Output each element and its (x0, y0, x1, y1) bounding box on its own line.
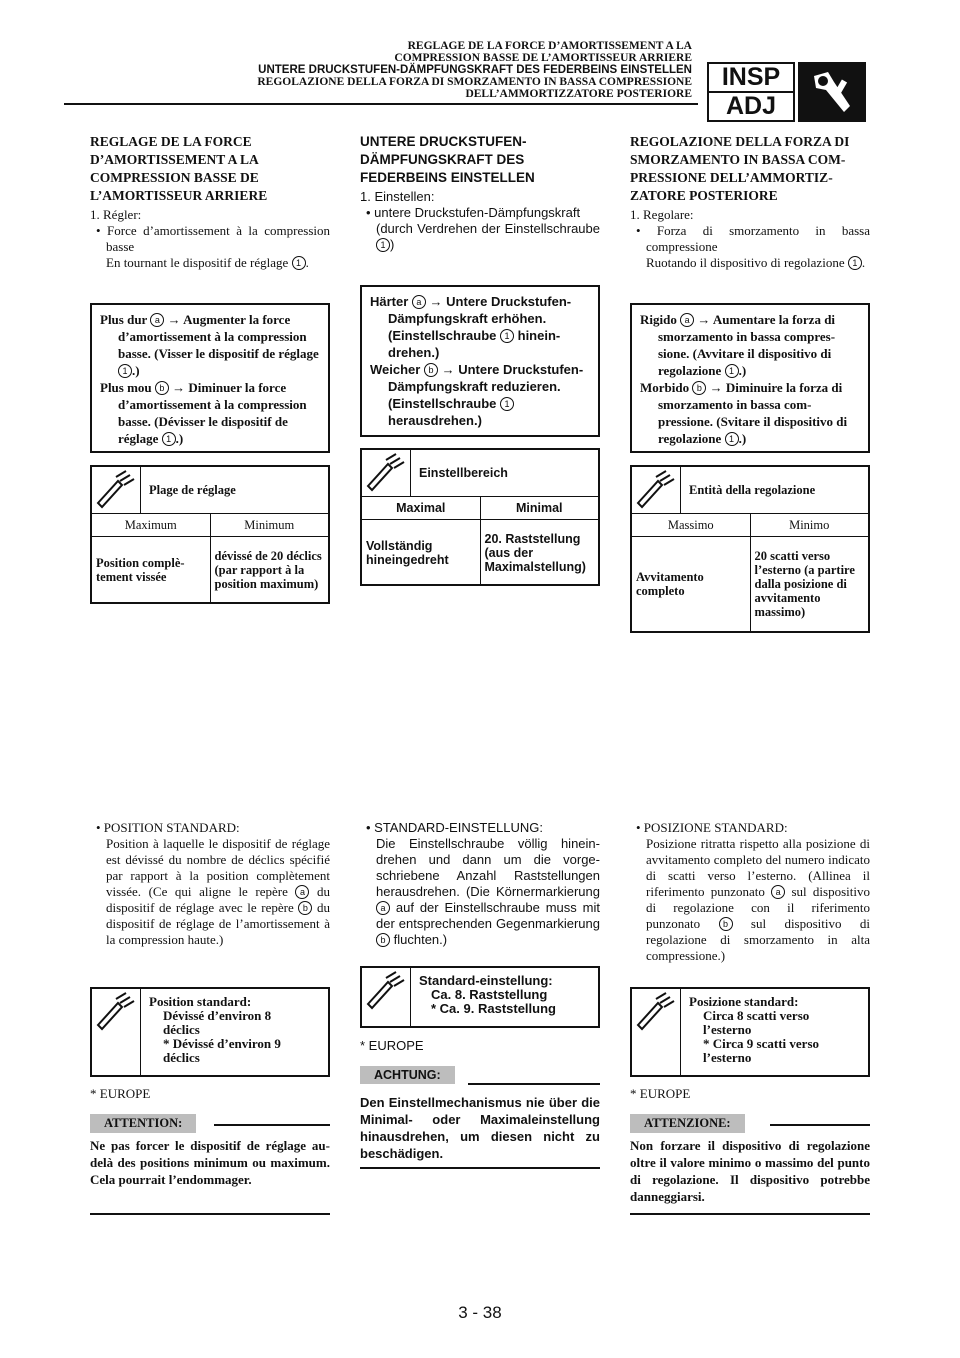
de-method-text: (durch Verdrehen der Einstellschraube (376, 221, 600, 236)
header-line: REGOLAZIONE DELLA FORZA DI SMORZAMENTO IN BASSA COMPRESSIONE (257, 76, 692, 88)
page-number: 3 - 38 (458, 1303, 502, 1322)
mark-a-icon: a (295, 885, 309, 899)
fr-standard-desc (90, 836, 330, 948)
fr-std-line: déclics (163, 1022, 200, 1037)
de-standard (360, 820, 600, 948)
header-line: REGLAGE DE LA FORCE D’AMORTISSEMENT A LA (407, 40, 692, 52)
tool-icon (362, 968, 410, 1026)
de-std-line: Standard-einstellung: (419, 973, 553, 988)
it-box-l2a: Morbido (640, 380, 690, 395)
badge-bottom: ADJ (725, 92, 776, 120)
section-header (257, 40, 692, 100)
de-europe-note: * EUROPE (360, 1038, 424, 1053)
fr-col-min: Minimum (210, 514, 329, 536)
tool-icon (92, 989, 140, 1075)
fr-box-l2a: Plus mou (100, 380, 152, 395)
insp-adj-badge (707, 62, 795, 122)
it-method-text: Ruotando il dispositivo di regolazione (646, 255, 845, 270)
mark-1-icon: 1 (500, 397, 514, 411)
fr-step: 1. Régler: (90, 207, 142, 222)
it-standard-title: • POSIZIONE STANDARD: (636, 820, 788, 835)
it-val-min: 20 scatti verso l’esterno (a partire dalla posizione di avvitamento massimo) (750, 537, 869, 631)
mark-b-icon: b (424, 363, 438, 377)
fr-standard (90, 820, 330, 948)
it-bullet: • Forza di smorzamento in bassa compressione (636, 223, 870, 254)
mark-1-icon: 1 (725, 432, 739, 446)
it-attention-rule (770, 1124, 870, 1126)
it-standard (630, 820, 870, 964)
header-line: DELL’AMMORTIZZATORE POSTERIORE (465, 88, 692, 100)
it-sd-c: sul dispositivo di regolazione di smorzamento in alta compressione.) (646, 916, 870, 963)
fr-intro (90, 133, 330, 271)
fr-standard-box (90, 987, 330, 1077)
it-std-line: Circa 8 scatti verso (703, 1008, 810, 1023)
mark-b-icon: b (692, 381, 706, 395)
de-method-end: ) (390, 237, 395, 252)
fr-attention-label: ATTENTION: (90, 1114, 196, 1133)
fr-sd-b: du dispositif de réglage avec le repère (106, 884, 331, 915)
tool-icon (92, 467, 140, 513)
mark-1-icon: 1 (725, 364, 739, 378)
fr-method: En tournant le dispositif de réglage 1 . (106, 255, 309, 270)
it-intro (630, 133, 870, 271)
it-attention-end-rule (630, 1213, 870, 1215)
wrench-icon (798, 62, 866, 122)
fr-bullet: • Force d’amortissement à la compression basse (96, 223, 330, 254)
it-adjust-box (630, 303, 870, 453)
de-sd-a: Die Einstellschraube völlig hineindrehen und dann um die vorgeschriebene Anzahl Raststellungen herausdrehen. (Die Körnermarkierung (376, 836, 600, 899)
header-line: UNTERE DRUCKSTUFEN-DÄMPFUNGSKRAFT DES FEDERBEINS EINSTELLEN (258, 64, 692, 76)
mark-b-icon: b (155, 381, 169, 395)
fr-sd-a: Position à laquelle le dispositif de réglage est dévissé du nombre de déclics spécifié par rapport à la position complètement vissée. (Ce qui aligne le repère (106, 836, 330, 899)
it-box-line2 (640, 379, 860, 447)
mark-a-icon: a (680, 313, 694, 327)
mark-1-icon: 1 (376, 238, 390, 252)
header-line: COMPRESSION BASSE DE L’AMORTISSEUR ARRIERE (394, 52, 692, 64)
de-attention-label: ACHTUNG: (360, 1066, 455, 1084)
fr-table-title: Plage de réglage (140, 467, 328, 513)
it-standard-box (630, 987, 870, 1077)
it-std-line: Posizione standard: (689, 994, 799, 1009)
de-table-title: Einstellbereich (410, 450, 598, 496)
tool-icon (632, 989, 680, 1075)
it-std-line: l’esterno (703, 1022, 752, 1037)
de-val-max: Vollständig hineingedreht (366, 539, 449, 567)
de-std-line: Ca. 8. Raststellung (431, 987, 548, 1002)
fr-box-l2b: → Diminuer la force d’amortissement à la compression basse. (Dévisser le dispositif de réglage (118, 380, 307, 446)
de-standard-desc (360, 836, 600, 948)
it-europe-note: * EUROPE (630, 1086, 691, 1101)
de-std-line: * Ca. 9. Raststellung (431, 1001, 556, 1016)
fr-attention-rule (214, 1124, 330, 1126)
mark-b-icon: b (376, 933, 390, 947)
fr-europe-note: * EUROPE (90, 1086, 151, 1101)
fr-range-table (90, 465, 330, 604)
de-attention-rule (468, 1083, 600, 1085)
fr-box-line2 (100, 379, 320, 447)
it-col-max: Massimo (667, 518, 714, 532)
fr-title: REGLAGE DE LA FORCE D’AMORTISSEMENT A LA COMPRESSION BASSE DE L’AMORTISSEUR ARRIERE (90, 134, 268, 203)
it-sd-a: Posizione ritratta rispetto alla posizione di avvitamento completo del numero indicato di scatti verso l’esterno. (Allinea il riferimento punzonato (646, 836, 870, 899)
it-table-title: Entità della regolazione (680, 467, 868, 513)
fr-adjust-box (90, 303, 330, 453)
fr-box-l1a: Plus dur (100, 312, 148, 327)
fr-attention-text: Ne pas forcer le dispositif de réglage au-delà des positions minimum ou maximum. Cela pourrait l’endommager. (90, 1138, 330, 1187)
fr-attention-end-rule (90, 1213, 330, 1215)
de-col-min: Minimal (480, 497, 599, 519)
de-box-l2c: herausdrehen.) (388, 413, 482, 428)
mark-a-icon: a (412, 295, 426, 309)
it-col-min: Minimo (750, 514, 869, 536)
de-box-line2 (370, 361, 590, 429)
de-range-table (360, 448, 600, 586)
de-standard-title: • STANDARD-EINSTELLUNG: (366, 820, 543, 835)
fr-col-max: Maximum (124, 518, 177, 532)
it-val-max: Avvitamento completo (636, 570, 704, 598)
mark-1-icon: 1 (848, 256, 862, 270)
mark-a-icon: a (150, 313, 164, 327)
de-sd-c: fluchten.) (393, 932, 448, 947)
de-box-l2a: Weicher (370, 362, 421, 377)
fr-box-l1c: .) (132, 363, 140, 378)
mark-a-icon: a (376, 901, 390, 915)
it-attention-label: ATTENZIONE: (630, 1114, 745, 1133)
it-box-l1b: → Aumentare la forza di smorzamento in bassa compressione. (Avvitare il dispositivo di regolazione (658, 312, 836, 378)
badge-top: INSP (709, 64, 793, 93)
fr-box-l2c: .) (175, 431, 184, 446)
de-adjust-box (360, 285, 600, 437)
de-step: 1. Einstellen: (360, 189, 435, 204)
fr-box-l1b: → Augmenter la force d’amortissement à la compression basse. (Visser le dispositif de réglage (118, 312, 319, 361)
de-box-l2b: → Untere Druckstufen-Dämpfungskraft reduzieren. (Einstellschraube (388, 362, 584, 411)
mark-a-icon: a (771, 885, 785, 899)
mark-b-icon: b (298, 901, 312, 915)
de-bullet: • untere Druckstufen-Dämpfungskraft (366, 205, 581, 220)
it-box-l2c: .) (738, 431, 747, 446)
tool-icon (362, 450, 410, 496)
de-sd-b: auf der Einstellschraube muss mit der entsprechenden Gegenmarkierung (376, 900, 600, 931)
it-method: Ruotando il dispositivo di regolazione 1 . (646, 255, 866, 270)
it-range-table (630, 465, 870, 633)
it-step: 1. Regolare: (630, 207, 694, 222)
fr-std-line: * Dévissé d’environ 9 (163, 1036, 281, 1051)
it-attention-text: Non forzare il dispositivo di regolazione oltre il valore minimo o massimo del punto di regolazione. Il dispositivo potrebbe danneggiarsi. (630, 1138, 870, 1204)
de-val-min: 20. Raststellung (aus der Maximalstellung) (480, 520, 599, 586)
fr-std-line: Dévissé d’environ 8 (163, 1008, 272, 1023)
it-std-line: * Circa 9 scatti verso (703, 1036, 820, 1051)
it-box-line1 (640, 311, 860, 379)
de-attention-text: Den Einstellmechanismus nie über die Minimal- oder Maximaleinstellung hinausdrehen, um diesen nicht zu beschädigen. (360, 1095, 600, 1161)
fr-std-line: Position standard: (149, 994, 252, 1009)
de-box-line1 (370, 293, 590, 361)
de-intro (360, 133, 600, 253)
de-col-max: Maximal (396, 501, 446, 515)
mark-1-icon: 1 (500, 329, 514, 343)
de-box-l1a: Härter (370, 294, 409, 309)
it-box-l1c: .) (738, 363, 747, 378)
it-std-line: l’esterno (703, 1050, 752, 1065)
fr-box-line1 (100, 311, 320, 379)
mark-1-icon: 1 (162, 432, 176, 446)
it-standard-desc (630, 836, 870, 964)
de-standard-box (360, 966, 600, 1028)
fr-val-min: dévissé de 20 déclics (par rapport à la position maximum) (210, 537, 329, 603)
fr-val-max: Position complètement vissée (96, 556, 185, 584)
tool-icon (632, 467, 680, 513)
header-rule (64, 103, 698, 105)
mark-b-icon: b (719, 917, 733, 931)
de-method (360, 221, 600, 253)
it-sd-b: sul dispositivo di regolazione con il riferimento punzonato (646, 884, 870, 931)
fr-standard-title: • POSITION STANDARD: (96, 820, 240, 835)
fr-sd-c: du dispositif de réglage de l’amortissement à la compression haute.) (106, 900, 331, 947)
de-box-l1c: hineindrehen.) (388, 328, 561, 360)
fr-std-line: déclics (163, 1050, 200, 1065)
it-box-l1a: Rigido (640, 312, 677, 327)
de-box-l1b: → Untere Druckstufen-Dämpfungskraft erhöhen. (Einstellschraube (388, 294, 572, 343)
it-box-l2b: → Diminuire la forza di smorzamento in bassa compressione. (Svitare il dispositivo di regolazione (658, 380, 848, 446)
it-title: REGOLAZIONE DELLA FORZA DI SMORZAMENTO IN BASSA COMPRESSIONE DELL’AMMORTIZZATORE POSTERIORE (630, 134, 850, 203)
fr-method-text: En tournant le dispositif de réglage (106, 255, 289, 270)
mark-1-icon: 1 (292, 256, 306, 270)
de-attention-end-rule (360, 1167, 600, 1169)
mark-1-icon: 1 (118, 364, 132, 378)
de-title: UNTERE DRUCKSTUFEN-DÄMPFUNGSKRAFT DES FEDERBEINS EINSTELLEN (360, 134, 535, 185)
